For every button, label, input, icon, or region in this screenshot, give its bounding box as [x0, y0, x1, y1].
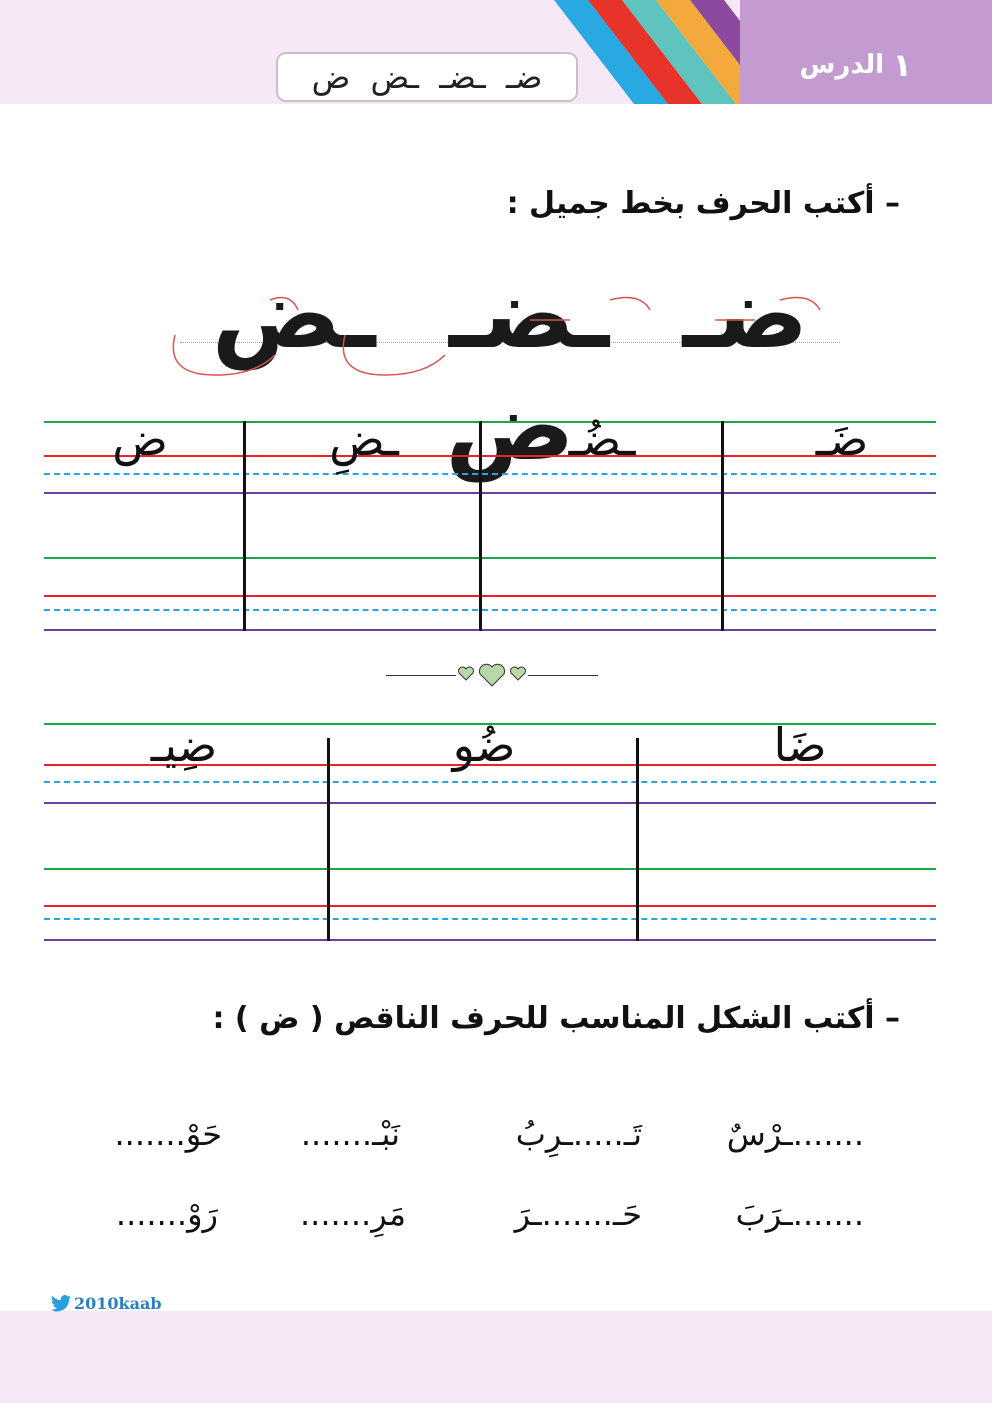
stroke-direction-arrows [160, 280, 850, 390]
divider-line [528, 675, 598, 676]
fill-in-word[interactable]: نَبْـ....... [300, 1115, 400, 1153]
grid-line [44, 781, 936, 783]
lesson-number: ١ [892, 46, 912, 84]
page-footer [0, 1311, 992, 1403]
fill-in-word[interactable]: حَـ.......ـرَ [514, 1195, 642, 1233]
grid-line [44, 629, 936, 631]
grid2-writing-cell[interactable] [330, 804, 635, 938]
instruction-fill-missing-letter: – أكتب الشكل المناسب للحرف الناقص ( ض ) : [212, 1001, 900, 1036]
grid1-model-final: ـضِ [329, 412, 399, 466]
grid2-model-di: ضِيـ [150, 718, 218, 772]
grid1-model-medial: ـضُـ [568, 412, 636, 466]
letter-forms-text: ضـ ـضـ ـض ض [311, 58, 543, 96]
grid1-writing-cell[interactable] [723, 494, 935, 629]
fill-in-word[interactable]: مَرِ....... [300, 1195, 406, 1233]
grid1-writing-cell[interactable] [482, 494, 720, 629]
letter-forms-box [276, 52, 578, 102]
grid1-writing-cell[interactable] [246, 494, 478, 629]
grid2-model-du: ضُو [452, 718, 516, 772]
divider-line [386, 675, 456, 676]
fill-in-word[interactable]: .......ـرْسٌ [726, 1115, 864, 1153]
fill-in-word[interactable]: حَوْ....... [114, 1115, 222, 1153]
fill-in-word[interactable]: .......ـرَبَ [735, 1195, 864, 1233]
grid-line [44, 473, 936, 475]
grid1-writing-cell[interactable] [44, 494, 242, 629]
grid-line [44, 939, 936, 941]
grid2-model-ada: ضَا [773, 718, 827, 772]
grid1-model-isolated: ض [112, 412, 168, 466]
model-letters: ضـ ـضـ ـض ض [211, 258, 809, 482]
fill-in-word[interactable]: تَـ.....ـرِبُ [515, 1115, 642, 1153]
lesson-label: الدرس [799, 50, 884, 80]
fill-in-word[interactable]: رَوْ....... [115, 1195, 218, 1233]
hearts-ornament-icon [452, 656, 532, 692]
grid2-writing-cell[interactable] [44, 804, 326, 938]
twitter-bird-icon [50, 1294, 72, 1314]
grid2-writing-cell[interactable] [639, 804, 935, 938]
instruction-write-letter: – أكتب الحرف بخط جميل : [506, 186, 900, 221]
grid1-model-initial: ضَـ [815, 412, 869, 466]
twitter-handle: 2010kaab [74, 1294, 162, 1313]
